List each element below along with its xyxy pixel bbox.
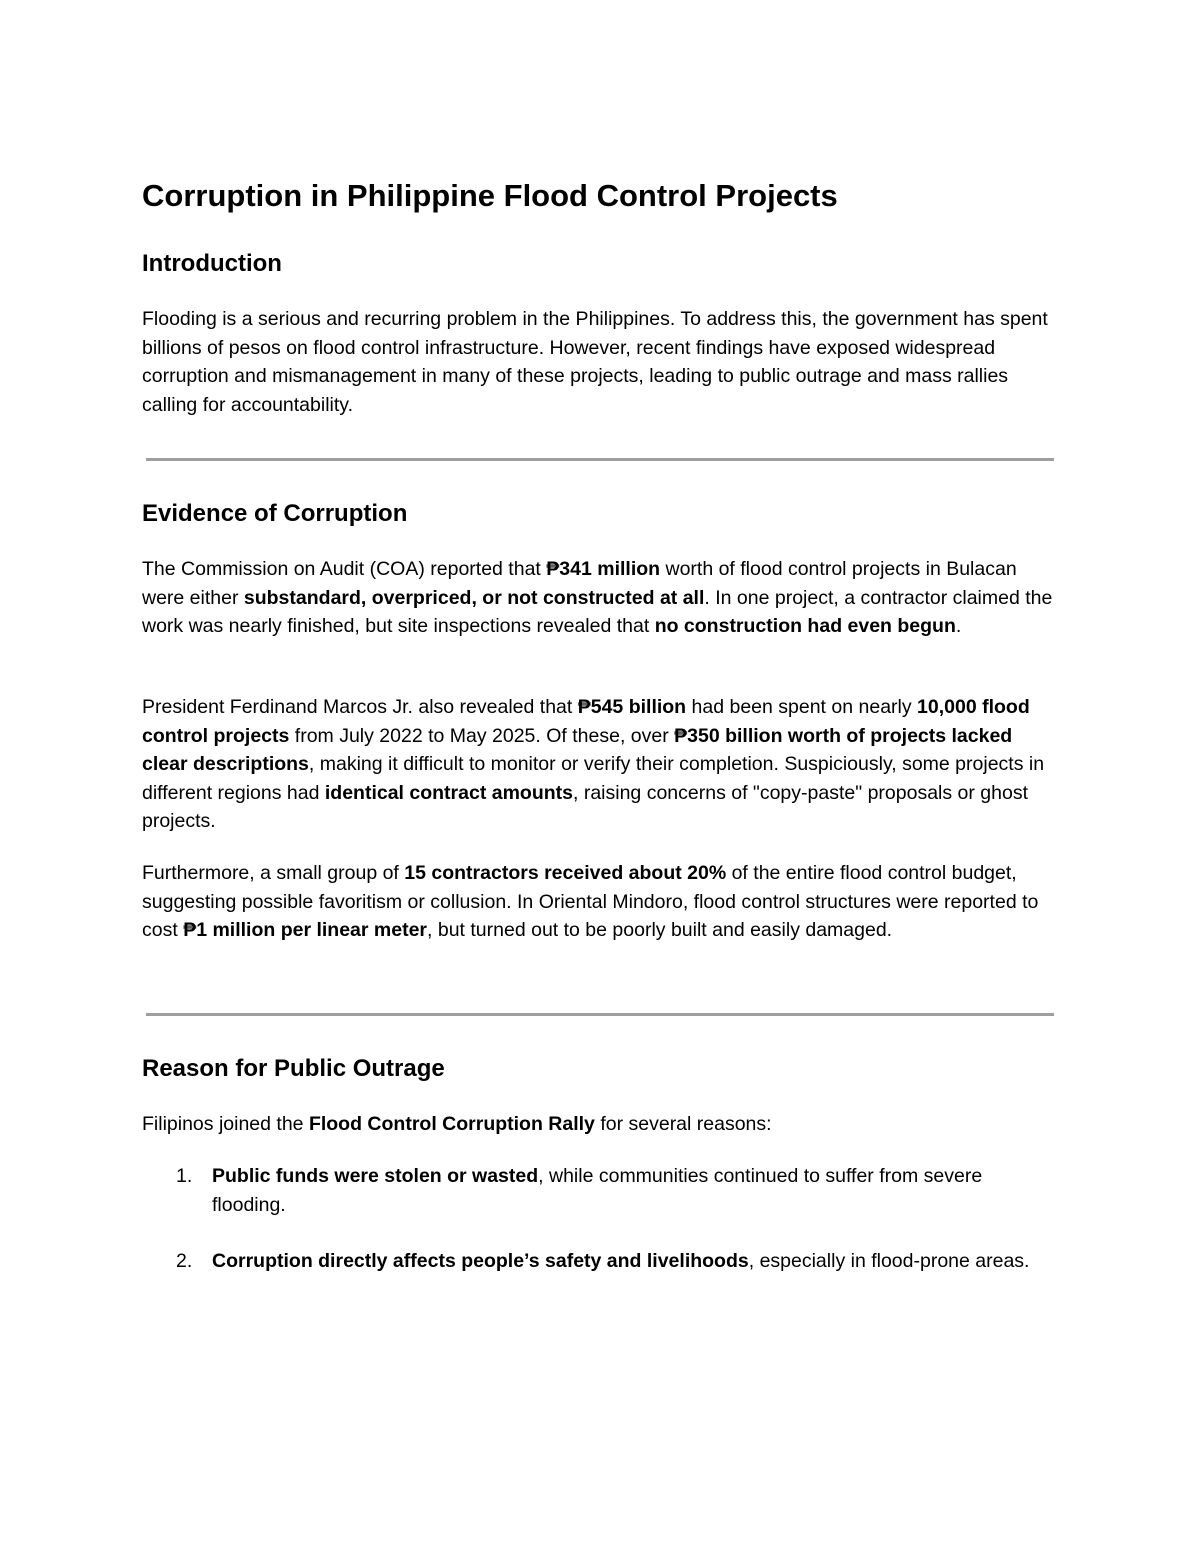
list-item: [142, 1162, 1054, 1219]
introduction-heading: Introduction: [142, 250, 282, 277]
evidence-heading: Evidence of Corruption: [142, 500, 408, 527]
section-divider: [146, 1013, 1054, 1016]
evidence-paragraph-3: Furthermore, a small group of 15 contractors received about 20% of the entire flood control budget, suggesting possible favoritism or collusion. In Oriental Mindoro, flood control structures were reported to cost ₱1 million per linear meter, but turned out to be poorly built and easily damaged.: [142, 862, 1039, 942]
list-item-text: Public funds were stolen or wasted, while communities continued to suffer from severe flooding.: [212, 1165, 983, 1216]
outrage-heading: Reason for Public Outrage: [142, 1055, 445, 1082]
list-item-number: 2.: [176, 1250, 193, 1273]
section-divider: [146, 458, 1054, 461]
introduction-paragraph: Flooding is a serious and recurring problem in the Philippines. To address this, the government has spent billions of pesos on flood control infrastructure. However, recent findings have exposed widespread corruption and mismanagement in many of these projects, leading to public outrage and mass rallies calling for accountability.: [142, 308, 1048, 416]
bold-emphasis: Flood Control Corruption Rally: [308, 1113, 595, 1135]
bold-emphasis: identical contract amounts: [324, 781, 573, 804]
document-title: Corruption in Philippine Flood Control Projects: [142, 178, 838, 213]
outrage-lead-paragraph: Filipinos joined the Flood Control Corruption Rally for several reasons:: [142, 1113, 772, 1135]
list-item: [142, 1247, 1054, 1276]
evidence-paragraph-2: President Ferdinand Marcos Jr. also revealed that ₱545 billion had been spent on nearly 10,000 flood control projects from July 2022 to May 2025. Of these, over ₱350 billion worth of projects lacked clear descriptions, making it difficult to monitor or verify their completion. Suspiciously, some projects in different regions had identical contract amounts, raising concerns of "copy-paste" proposals or ghost projects.: [142, 696, 1045, 833]
bold-emphasis: ₱545 billion: [577, 696, 687, 718]
list-item-text: Corruption directly affects people’s safety and livelihoods, especially in flood-prone areas.: [212, 1250, 1030, 1273]
bold-emphasis: 15 contractors received about 20%: [404, 862, 727, 884]
bold-emphasis: ₱341 million: [546, 558, 661, 580]
outrage-reasons-list: [142, 1162, 1054, 1304]
evidence-paragraph-1: The Commission on Audit (COA) reported that ₱341 million worth of flood control projects in Bulacan were either substandard, overpriced, or not constructed at all. In one project, a contractor claimed the work was nearly finished, but site inspections revealed that no construction had even begun.: [142, 558, 1053, 638]
bold-emphasis: ₱1 million per linear meter: [183, 919, 428, 942]
list-item-number: 1.: [176, 1165, 193, 1187]
bold-emphasis: Public funds were stolen or wasted: [212, 1165, 539, 1187]
bold-emphasis: no construction had even begun: [654, 615, 956, 638]
bold-emphasis: Corruption directly affects people’s safety and livelihoods: [212, 1250, 749, 1273]
bold-emphasis: 10,000 flood control projects: [142, 696, 1030, 747]
bold-emphasis: substandard, overpriced, or not constructed at all: [243, 586, 705, 609]
bold-emphasis: ₱350 billion worth of projects lacked clear descriptions: [142, 724, 1013, 776]
